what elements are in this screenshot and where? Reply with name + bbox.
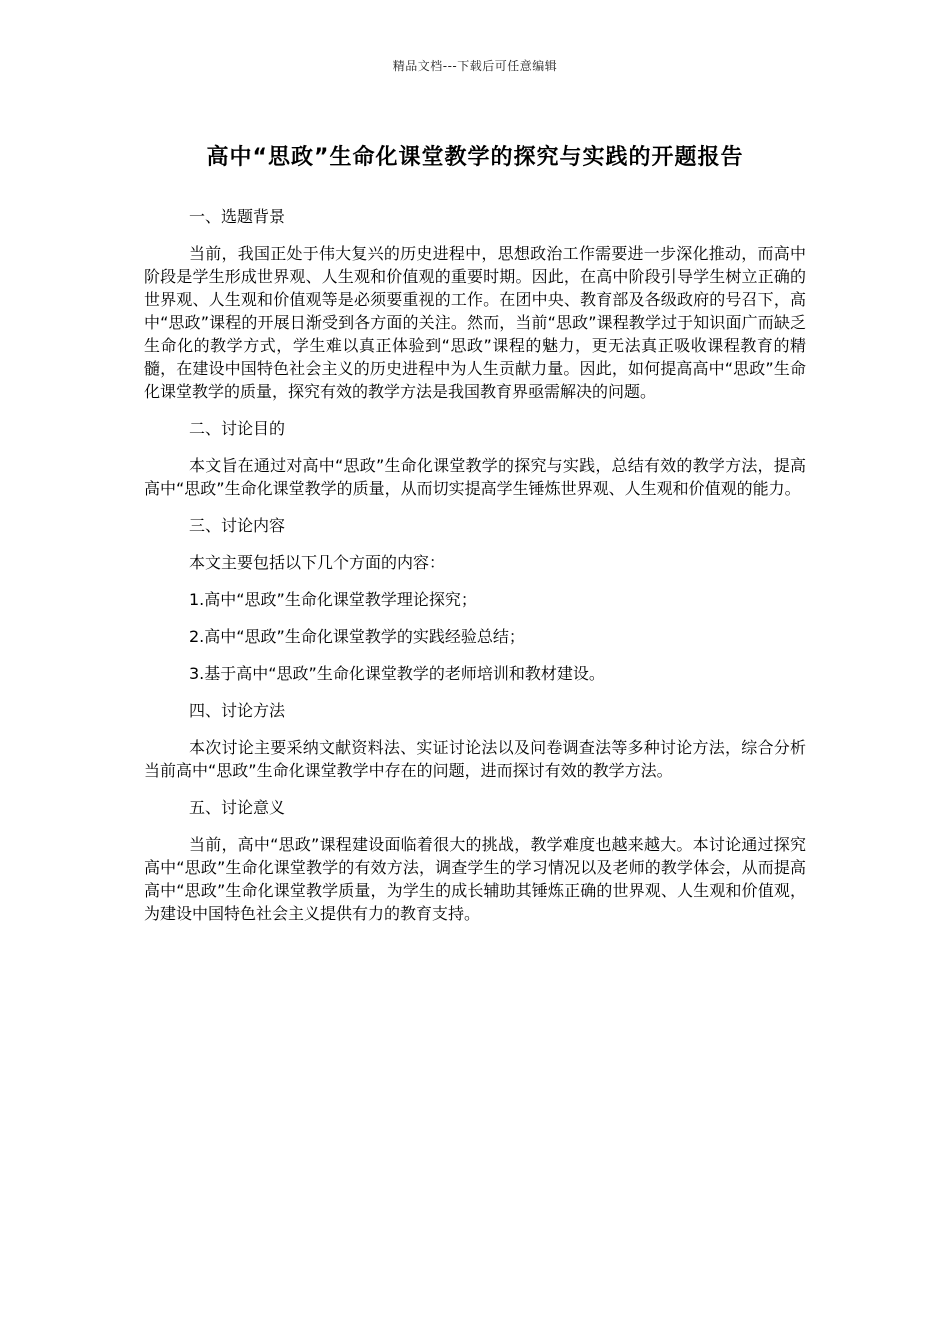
paragraph-content-intro: 本文主要包括以下几个方面的内容：: [189, 553, 446, 572]
section-heading-purpose: 二、讨论目的: [189, 419, 286, 438]
page-header: 精品文档---下载后可任意编辑: [392, 59, 558, 73]
paragraph-background: 当前，我国正处于伟大复兴的历史进程中，思想政治工作需要进一步深化推动，而高中阶段是学生形成世界观、人生观和价值观的重要时期。因此，在高中阶段引导学生树立正确的世界观、人生观和价值观等是必须要重视的工作。在团中央、教育部及各级政府的号召下，高中“思政”课程的开展日渐受到各方面的关注。然而，当前“思政”课程教学过于知识面广而缺乏生命化的教学方式，学生难以真正体验到“思政”课程的魅力，更无法真正吸收课程教育的精髓，在建设中国特色社会主义的历史进程中为人生贡献力量。因此，如何提高高中“思政”生命化课堂教学的质量，探究有效的教学方法是我国教育界亟需解决的问题。: [144, 244, 806, 401]
document-body: [144, 205, 806, 939]
list-item-content-2: 2.高中“思政”生命化课堂教学的实践经验总结；: [189, 627, 525, 646]
section-heading-background: 一、选题背景: [189, 207, 286, 226]
list-item-content-1: 1.高中“思政”生命化课堂教学理论探究；: [189, 590, 477, 609]
section-heading-method: 四、讨论方法: [189, 701, 286, 720]
section-heading-significance: 五、讨论意义: [189, 798, 286, 817]
paragraph-significance: 当前，高中“思政”课程建设面临着很大的挑战，教学难度也越来越大。本讨论通过探究高中“思政”生命化课堂教学的有效方法，调查学生的学习情况以及老师的教学体会，从而提高高中“思政”生命化课堂教学质量，为学生的成长辅助其锤炼正确的世界观、人生观和价值观，为建设中国特色社会主义提供有力的教育支持。: [144, 835, 806, 923]
paragraph-purpose: 本文旨在通过对高中“思政”生命化课堂教学的探究与实践，总结有效的教学方法，提高高中“思政”生命化课堂教学的质量，从而切实提高学生锤炼世界观、人生观和价值观的能力。: [144, 456, 806, 498]
section-heading-content: 三、讨论内容: [189, 516, 286, 535]
document-title: 高中“思政”生命化课堂教学的探究与实践的开题报告: [206, 145, 744, 170]
list-item-content-3: 3.基于高中“思政”生命化课堂教学的老师培训和教材建设。: [189, 664, 605, 683]
paragraph-method: 本次讨论主要采纳文献资料法、实证讨论法以及问卷调查法等多种讨论方法，综合分析当前高中“思政”生命化课堂教学中存在的问题，进而探讨有效的教学方法。: [144, 738, 806, 780]
